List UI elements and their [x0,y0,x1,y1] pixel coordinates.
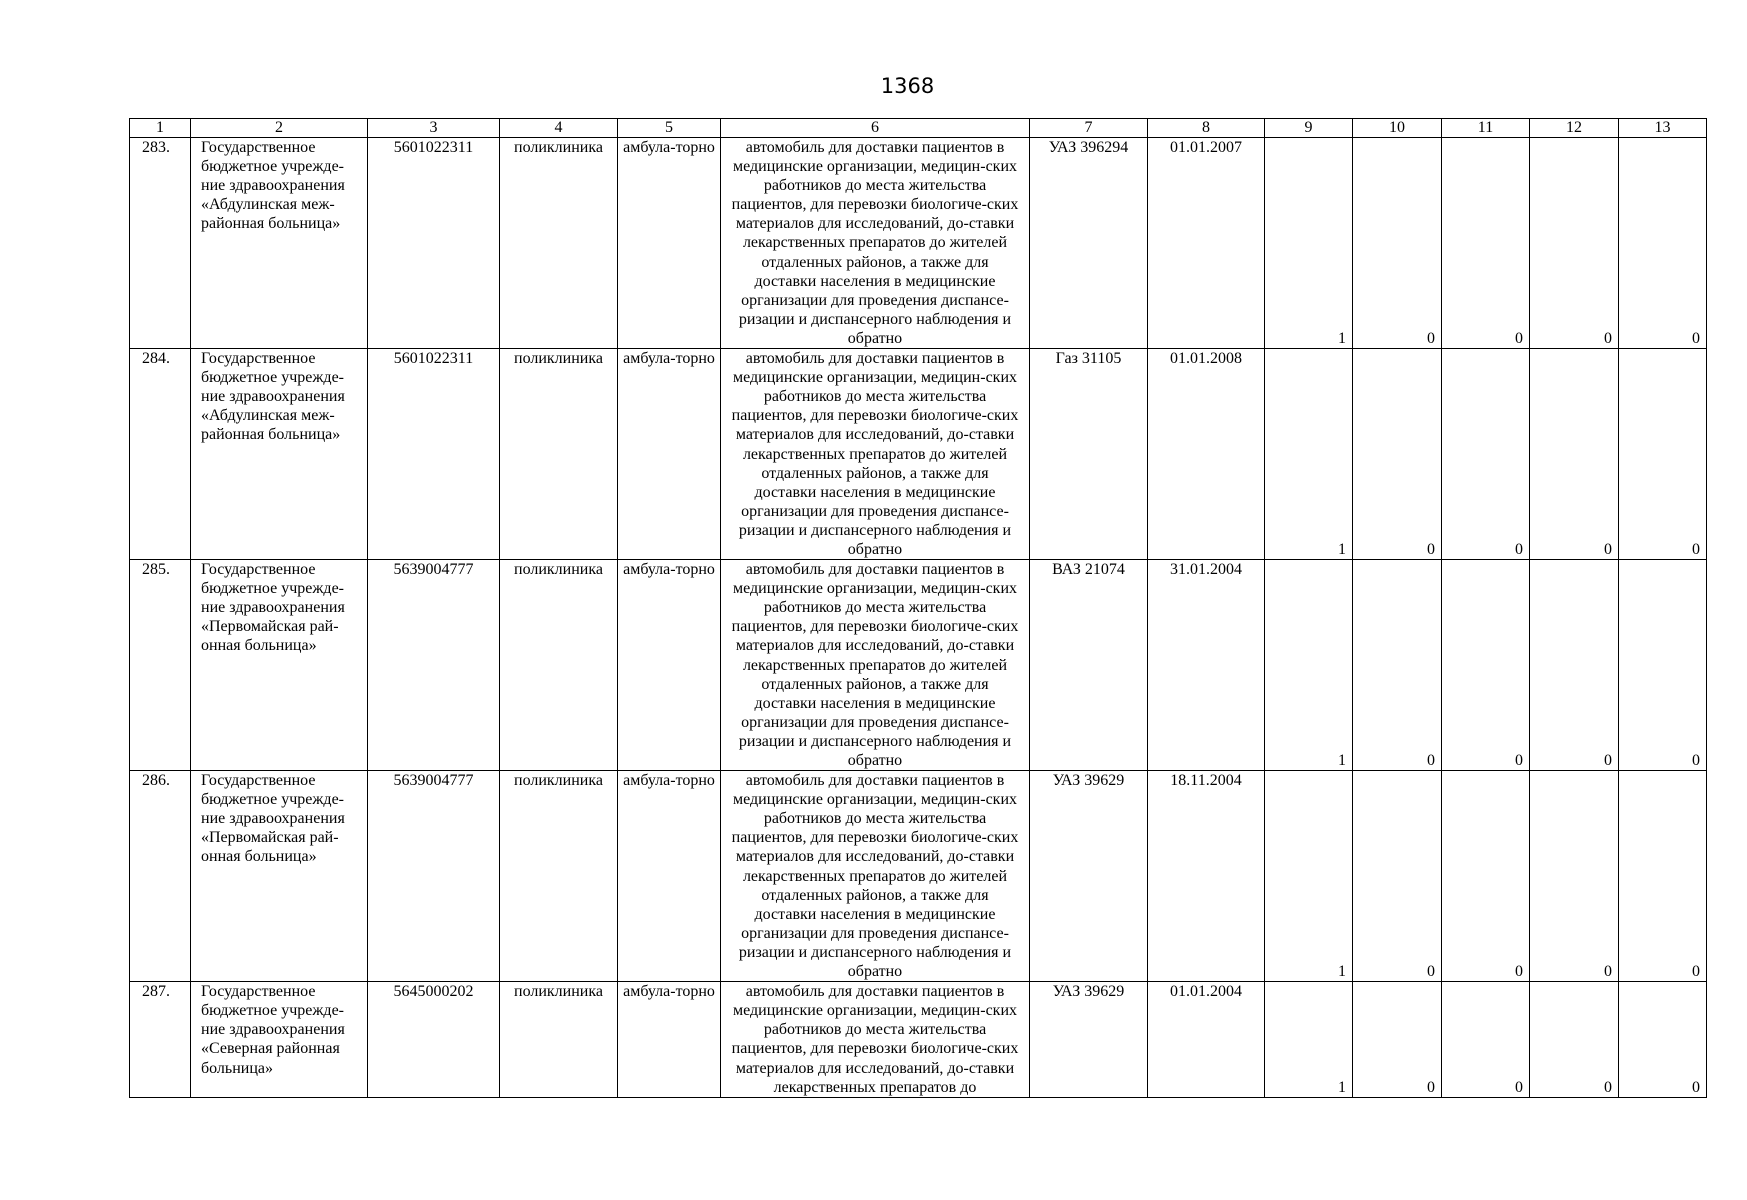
column-header: 2 [191,119,368,138]
organization-name: Государственное бюджетное учрежде-ние здравоохранения «Северная районная больница» [191,982,368,1098]
data-table [129,118,1707,1098]
column-10-value: 0 [1353,349,1442,560]
column-11-value: 0 [1442,349,1530,560]
inn-code: 5639004777 [368,771,500,982]
column-header: 9 [1265,119,1353,138]
facility-type: поликлиника [500,982,618,1098]
inn-code: 5601022311 [368,138,500,349]
column-9-value: 1 [1265,982,1353,1098]
table-row [130,982,1707,1098]
row-number: 285. [130,560,191,771]
column-header: 10 [1353,119,1442,138]
vehicle-purpose: автомобиль для доставки пациентов в медицинские организации, медицин-ских работников до места жительства пациентов, для перевозки биологиче-ских материалов для исследований, до-ставки лекарственных препаратов до жителей отдаленных районов, а также для доставки населения в медицинские организации для проведения диспансе-ризации и диспансерного наблюдения и обратно [721,349,1030,560]
column-11-value: 0 [1442,982,1530,1098]
row-number: 287. [130,982,191,1098]
vehicle-purpose: автомобиль для доставки пациентов в медицинские организации, медицин-ских работников до места жительства пациентов, для перевозки биологиче-ских материалов для исследований, до-ставки лекарственных препаратов до жителей отдаленных районов, а также для доставки населения в медицинские организации для проведения диспансе-ризации и диспансерного наблюдения и обратно [721,560,1030,771]
vehicle-purpose: автомобиль для доставки пациентов в медицинские организации, медицин-ских работников до места жительства пациентов, для перевозки биологиче-ских материалов для исследований, до-ставки лекарственных препаратов до жителей отдаленных районов, а также для доставки населения в медицинские организации для проведения диспансе-ризации и диспансерного наблюдения и обратно [721,138,1030,349]
column-header: 5 [618,119,721,138]
column-header: 1 [130,119,191,138]
vehicle-purpose [721,982,1030,1098]
row-number: 283. [130,138,191,349]
column-12-value: 0 [1530,771,1619,982]
column-11-value: 0 [1442,771,1530,982]
vehicle-purpose-text: автомобиль для доставки пациентов в медицинские организации, медицин-ских работников до места жительства пациентов, для перевозки биологиче-ских материалов для исследований, до-ставки лекарственных препаратов до [731,983,1019,1096]
column-11-value: 0 [1442,138,1530,349]
column-header: 8 [1148,119,1265,138]
table-row [130,560,1707,771]
table-row [130,349,1707,560]
facility-type: поликлиника [500,138,618,349]
organization-name: Государственное бюджетное учрежде-ние здравоохранения «Абдулинская меж-районная больница» [191,138,368,349]
column-11-value: 0 [1442,560,1530,771]
vehicle-purpose: автомобиль для доставки пациентов в медицинские организации, медицин-ских работников до места жительства пациентов, для перевозки биологиче-ских материалов для исследований, до-ставки лекарственных препаратов до жителей отдаленных районов, а также для доставки населения в медицинские организации для проведения диспансе-ризации и диспансерного наблюдения и обратно [721,771,1030,982]
vehicle-model: УАЗ 396294 [1030,138,1148,349]
column-12-value: 0 [1530,982,1619,1098]
row-number: 284. [130,349,191,560]
facility-type: поликлиника [500,349,618,560]
care-mode: амбула-торно [618,560,721,771]
column-13-value: 0 [1619,349,1707,560]
column-10-value: 0 [1353,982,1442,1098]
inn-code: 5645000202 [368,982,500,1098]
column-12-value: 0 [1530,560,1619,771]
column-13-value: 0 [1619,560,1707,771]
column-9-value: 1 [1265,138,1353,349]
column-10-value: 0 [1353,771,1442,982]
table-row [130,771,1707,982]
registration-date: 18.11.2004 [1148,771,1265,982]
page-number: 1368 [880,74,935,98]
column-header: 7 [1030,119,1148,138]
column-header: 4 [500,119,618,138]
vehicle-model: Газ 31105 [1030,349,1148,560]
facility-type: поликлиника [500,771,618,982]
organization-name: Государственное бюджетное учрежде-ние здравоохранения «Первомайская рай-онная больница» [191,560,368,771]
inn-code: 5639004777 [368,560,500,771]
column-header: 13 [1619,119,1707,138]
column-9-value: 1 [1265,771,1353,982]
care-mode: амбула-торно [618,982,721,1098]
vehicle-model: УАЗ 39629 [1030,982,1148,1098]
column-13-value: 0 [1619,771,1707,982]
column-header: 3 [368,119,500,138]
row-number: 286. [130,771,191,982]
registration-date: 01.01.2008 [1148,349,1265,560]
registration-date: 31.01.2004 [1148,560,1265,771]
column-13-value: 0 [1619,138,1707,349]
column-header: 12 [1530,119,1619,138]
registration-date: 01.01.2007 [1148,138,1265,349]
vehicle-model: ВАЗ 21074 [1030,560,1148,771]
column-9-value: 1 [1265,349,1353,560]
organization-name: Государственное бюджетное учрежде-ние здравоохранения «Первомайская рай-онная больница» [191,771,368,982]
organization-name: Государственное бюджетное учрежде-ние здравоохранения «Абдулинская меж-районная больница» [191,349,368,560]
column-number-header [130,119,1707,138]
care-mode: амбула-торно [618,138,721,349]
care-mode: амбула-торно [618,771,721,982]
registration-date: 01.01.2004 [1148,982,1265,1098]
inn-code: 5601022311 [368,349,500,560]
column-13-value: 0 [1619,982,1707,1098]
column-12-value: 0 [1530,349,1619,560]
column-9-value: 1 [1265,560,1353,771]
column-10-value: 0 [1353,560,1442,771]
column-10-value: 0 [1353,138,1442,349]
column-header: 11 [1442,119,1530,138]
care-mode: амбула-торно [618,349,721,560]
vehicle-model: УАЗ 39629 [1030,771,1148,982]
table-row [130,138,1707,349]
column-12-value: 0 [1530,138,1619,349]
column-header: 6 [721,119,1030,138]
facility-type: поликлиника [500,560,618,771]
